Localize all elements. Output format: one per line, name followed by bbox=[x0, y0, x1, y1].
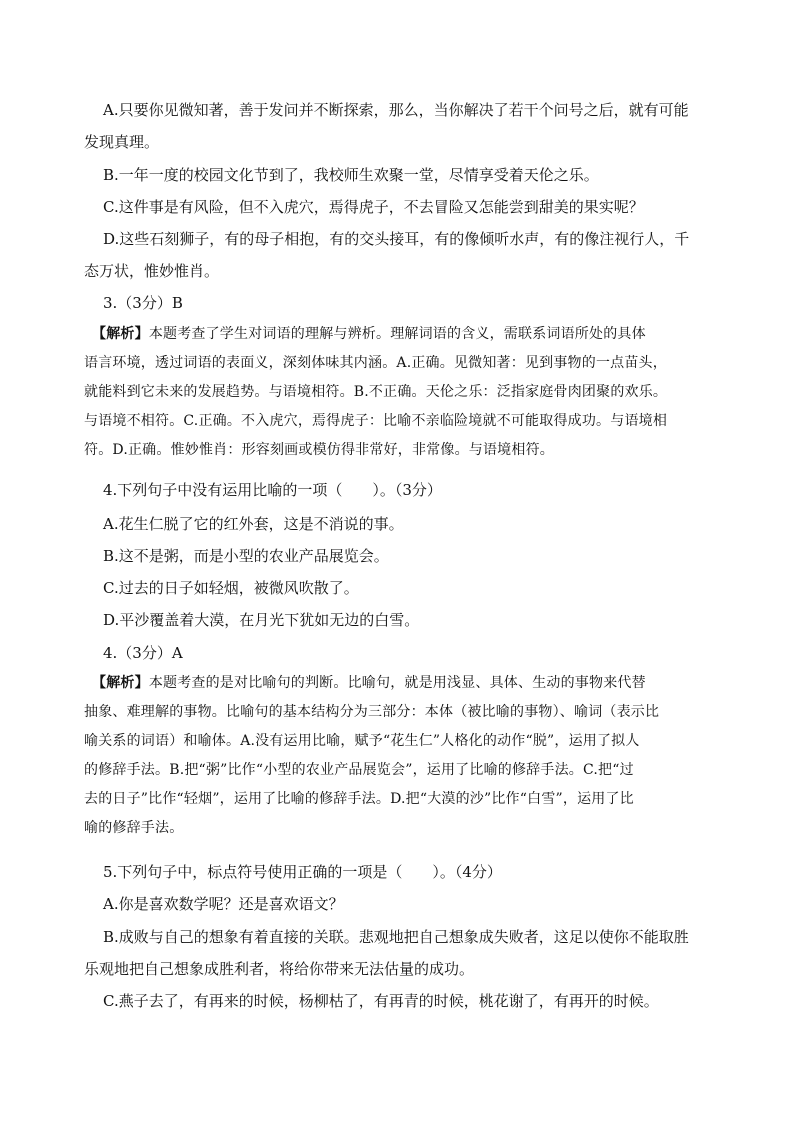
q4-option-b: B.这不是粥，而是小型的农业产品展览会。 bbox=[103, 547, 389, 565]
explanation-4-line5: 去的日子”比作“轻烟”，运用了比喻的修辞手法。D.把“大漠的沙”比作“白雪”，运用了比 bbox=[84, 791, 634, 807]
question-5: 5.下列句子中，标点符号使用正确的一项是（ ）。（4分） bbox=[103, 863, 502, 881]
answer-3: 3.（3分）B bbox=[103, 294, 183, 312]
explanation-3-line1: 【解析】本题考查了学生对词语的理解与辨析。理解词语的含义，需联系词语所处的具体 bbox=[92, 326, 646, 342]
explanation-tag: 【解析】 bbox=[92, 326, 149, 342]
q4-option-a: A.花生仁脱了它的红外套，这是不消说的事。 bbox=[103, 515, 404, 533]
q5-option-c: C.燕子去了，有再来的时候，杨柳枯了，有再青的时候，桃花谢了，有再开的时候。 bbox=[103, 992, 659, 1010]
explanation-tag: 【解析】 bbox=[92, 675, 149, 691]
explanation-3-line4: 与语境不相符。C.正确。不入虎穴，焉得虎子：比喻不亲临险境就不可能取得成功。与语境相 bbox=[84, 413, 668, 429]
explanation-3-line2: 语言环境，透过词语的表面义，深刻体味其内涵。A.正确。见微知著：见到事物的一点苗头， bbox=[84, 355, 667, 371]
q5-option-b-line1: B.成败与自己的想象有着直接的关联。悲观地把自己想象成失败者，这足以使你不能取胜 bbox=[103, 928, 689, 946]
q2-option-a-line1: A.只要你见微知著，善于发问并不断探索，那么，当你解决了若干个问号之后，就有可能 bbox=[103, 101, 689, 119]
q4-option-d: D.平沙覆盖着大漠，在月光下犹如无边的白雪。 bbox=[103, 611, 420, 629]
q5-option-b-line2: 乐观地把自己想象成胜利者，将给你带来无法估量的成功。 bbox=[84, 960, 475, 978]
explanation-4-line6: 喻的修辞手法。 bbox=[84, 820, 184, 836]
explanation-4-line2: 抽象、难理解的事物。比喻句的基本结构分为三部分：本体（被比喻的事物）、喻词（表示比 bbox=[84, 704, 660, 720]
explanation-4-line1: 【解析】本题考查的是对比喻句的判断。比喻句，就是用浅显、具体、生动的事物来代替 bbox=[92, 675, 646, 691]
q2-option-c: C.这件事是有风险，但不入虎穴，焉得虎子，不去冒险又怎能尝到甜美的果实呢？ bbox=[103, 198, 644, 216]
q5-option-a: A.你是喜欢数学呢？还是喜欢语文？ bbox=[103, 895, 344, 913]
answer-4: 4.（3分）A bbox=[103, 644, 183, 662]
question-4: 4.下列句子中没有运用比喻的一项（ ）。（3分） bbox=[103, 481, 442, 499]
q2-option-a-line2: 发现真理。 bbox=[84, 133, 160, 151]
explanation-4-line3: 喻关系的词语）和喻体。A.没有运用比喻，赋予“花生仁”人格化的动作“脱”，运用了拟人 bbox=[84, 733, 640, 749]
explanation-3-line5: 符。D.正确。惟妙惟肖：形容刻画或模仿得非常好，非常像。与语境相符。 bbox=[84, 442, 554, 458]
explanation-4-line4: 的修辞手法。B.把“粥”比作“小型的农业产品展览会”，运用了比喻的修辞手法。C.把“过 bbox=[84, 762, 634, 778]
q2-option-d-line2: 态万状，惟妙惟肖。 bbox=[84, 262, 220, 280]
q2-option-b: B.一年一度的校园文化节到了，我校师生欢聚一堂，尽情享受着天伦之乐。 bbox=[103, 166, 599, 184]
q2-option-d-line1: D.这些石刻狮子，有的母子相抱，有的交头接耳，有的像倾听水声，有的像注视行人，千 bbox=[103, 230, 690, 248]
q4-option-c: C.过去的日子如轻烟，被微风吹散了。 bbox=[103, 579, 359, 597]
explanation-3-line3: 就能料到它未来的发展趋势。与语境相符。B.不正确。天伦之乐：泛指家庭骨肉团聚的欢乐。 bbox=[84, 384, 668, 400]
